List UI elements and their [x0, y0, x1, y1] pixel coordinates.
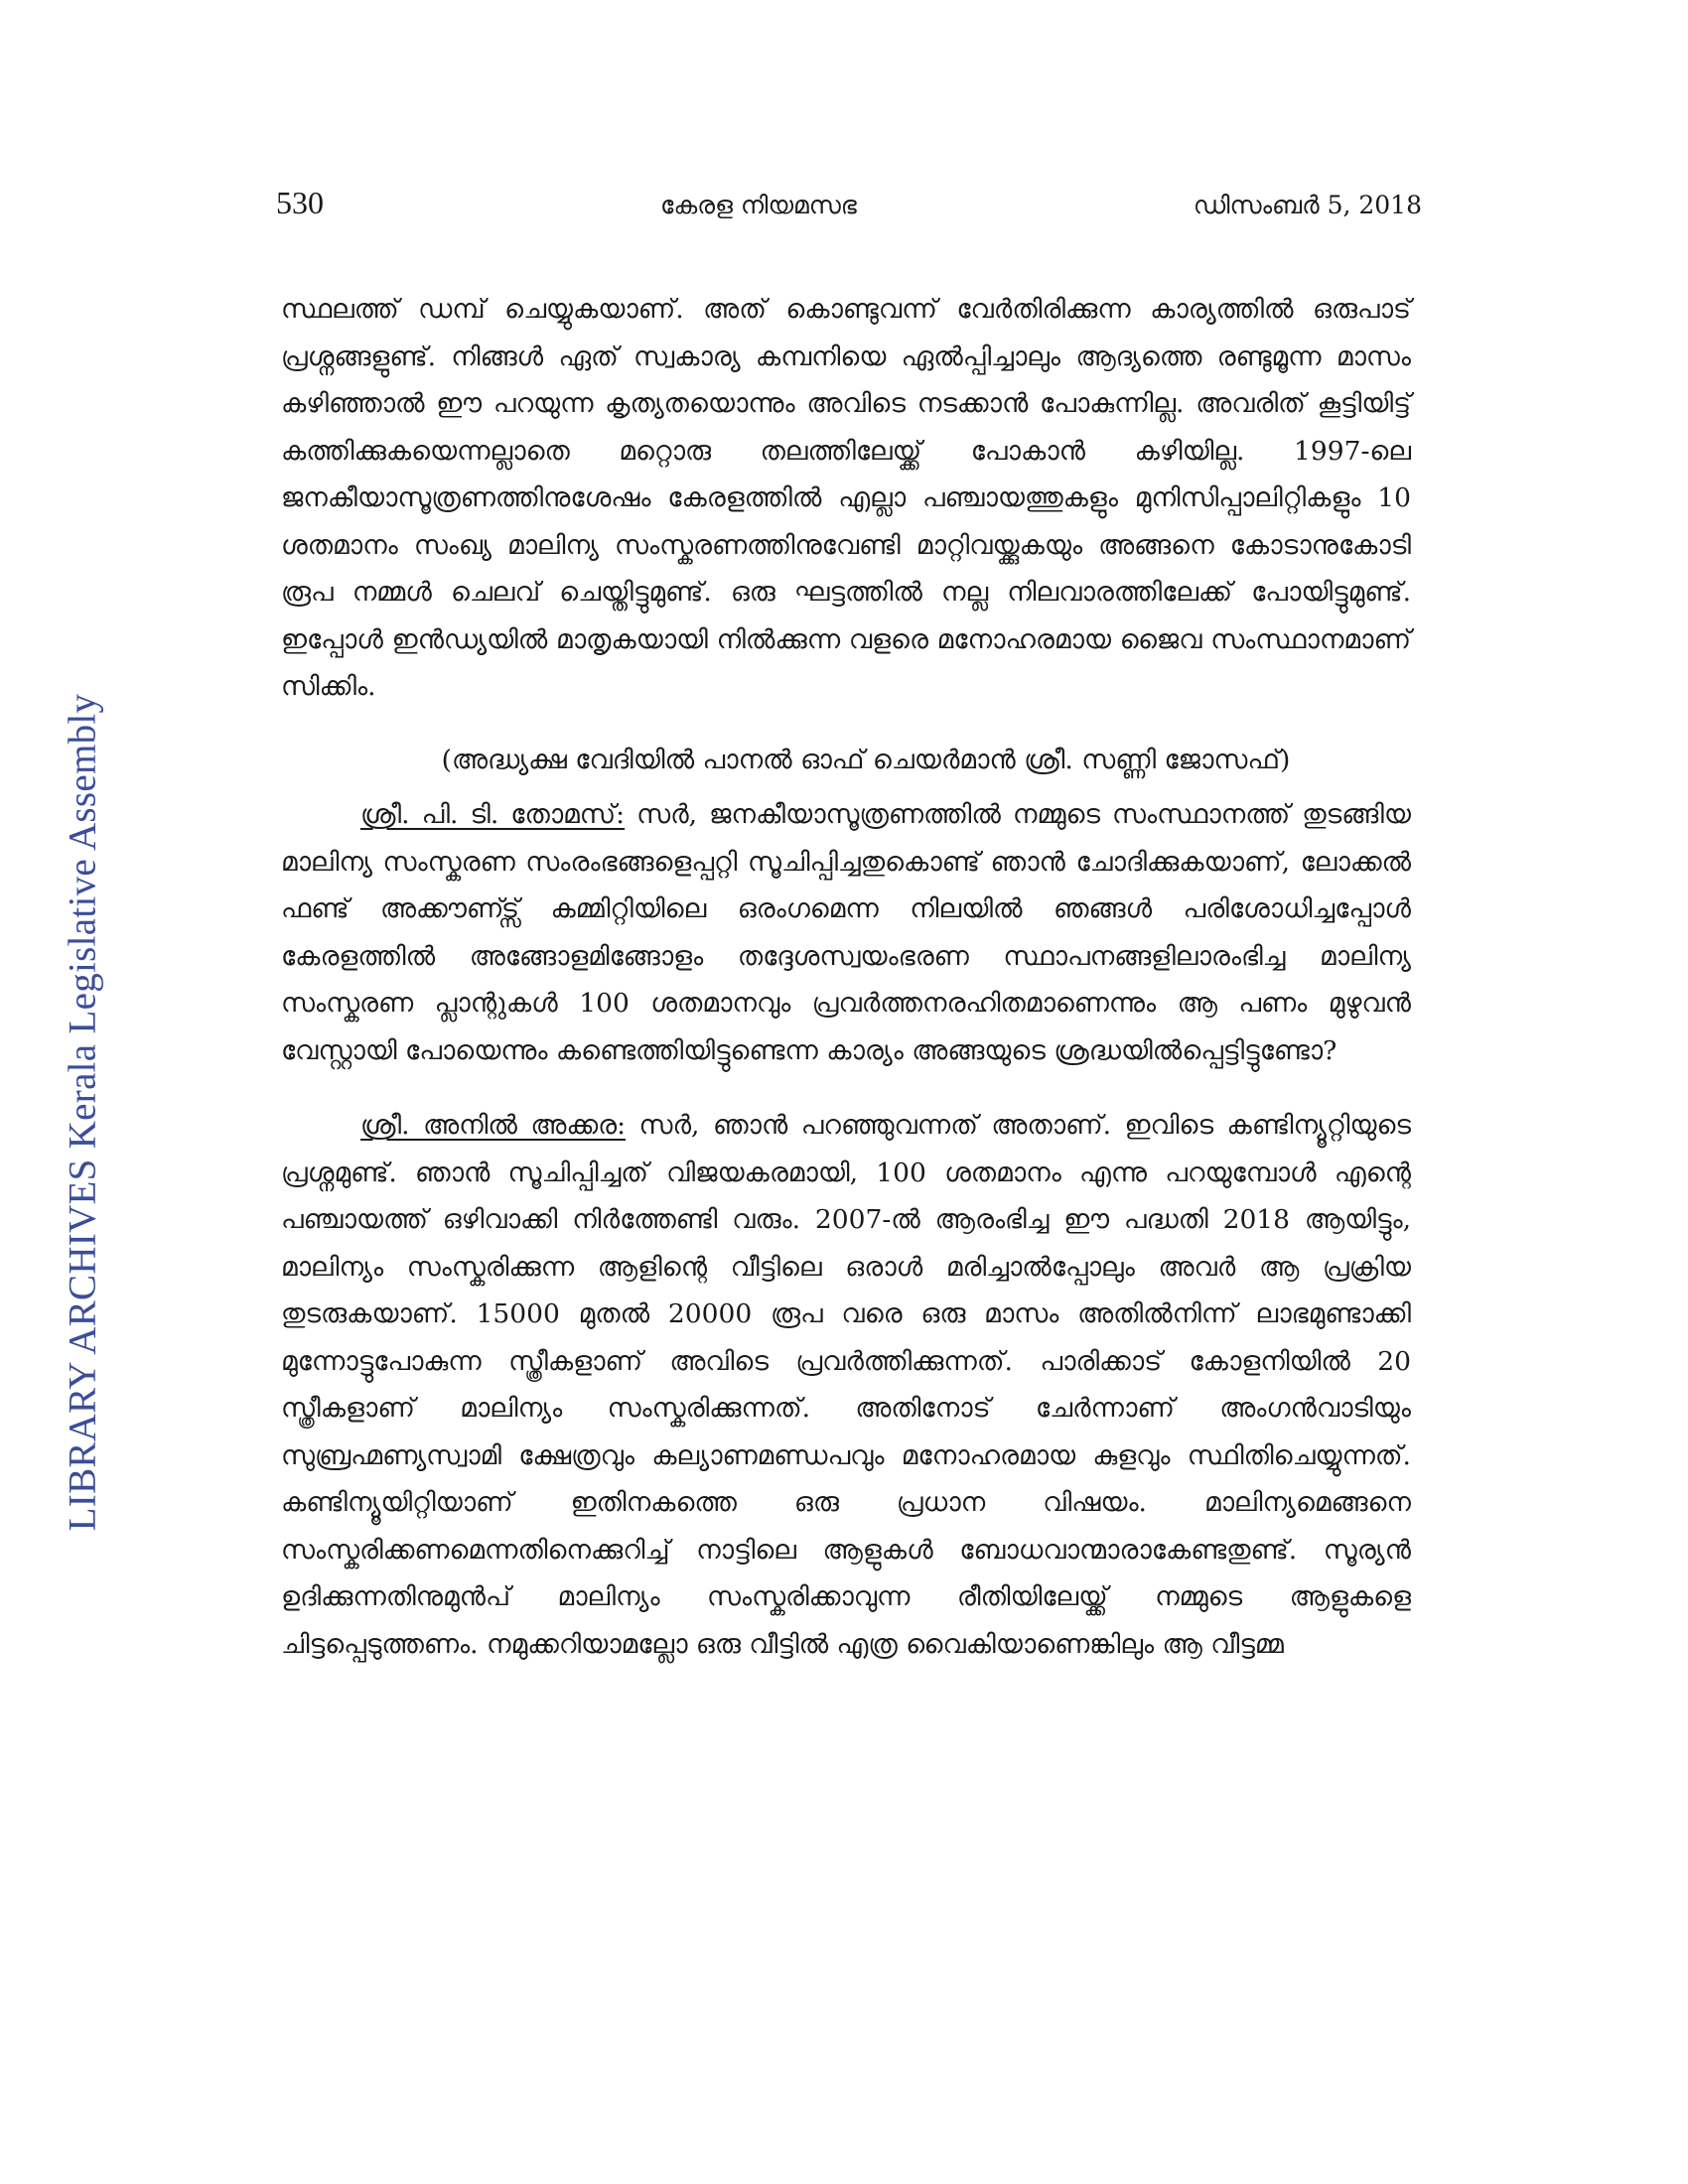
page-number: 530: [276, 185, 324, 220]
speech-paragraph-1: [281, 791, 1411, 1074]
chair-note: (അദ്ധ്യക്ഷ വേദിയിൽ പാനൽ ഓഫ് ചെയർമാൻ ശ്രീ. സണ്ണി ജോസഫ്): [441, 744, 1291, 775]
watermark-text: LIBRARY ARCHIVES Kerala Legislative Assembly: [61, 693, 104, 1531]
speech-text: സർ, ജനകീയാസൂത്രണത്തിൽ നമ്മുടെ സംസ്ഥാനത്ത് തുടങ്ങിയ മാലിന്യ സംസ്കരണ സംരംഭങ്ങളെപ്പറ്റി സൂചിപ്പിച്ചതുകൊണ്ട് ഞാൻ ചോദിക്കുകയാണ്, ലോക്കൽ ഫണ്ട് അക്കൗണ്ട്സ് കമ്മിറ്റിയിലെ ഒരംഗമെന്ന നിലയിൽ ഞങ്ങൾ പരിശോധിച്ചപ്പോൾ കേരളത്തിൽ അങ്ങോളമിങ്ങോളം തദ്ദേശസ്വയംഭരണ സ്ഥാപനങ്ങളിലാരംഭിച്ച മാലിന്യ സംസ്കരണ പ്ലാന്റുകൾ 100 ശതമാനവും പ്രവർത്തനരഹിതമാണെന്നും ആ പണം മുഴുവൻ വേസ്റ്റായി പോയെന്നും കണ്ടെത്തിയിട്ടുണ്ടെന്ന കാര്യം അങ്ങയുടെ ശ്രദ്ധയിൽപ്പെട്ടിട്ടുണ്ടോ?: [281, 799, 1412, 1066]
page-body: [281, 286, 1411, 1668]
speech-paragraph-2: [281, 1102, 1411, 1668]
header-date: ഡിസംബർ 5, 2018: [1193, 191, 1422, 219]
running-title: കേരള നിയമസഭ: [659, 191, 857, 219]
page-header: [276, 185, 1422, 234]
continuation-paragraph: സ്ഥലത്ത് ഡമ്പ് ചെയ്യുകയാണ്. അത് കൊണ്ടുവന്ന് വേർതിരിക്കുന്ന കാര്യത്തിൽ ഒരുപാട് പ്രശ്നങ്ങളുണ്ട്. നിങ്ങൾ ഏത് സ്വകാര്യ കമ്പനിയെ ഏൽപ്പിച്ചാലും ആദ്യത്തെ രണ്ടുമൂന്ന മാസം കഴിഞ്ഞാൽ ഈ പറയുന്ന കൃത്യതയൊന്നും അവിടെ നടക്കാൻ പോകുന്നില്ല. അവരിത് കൂട്ടിയിട്ട് കത്തിക്കുകയെന്നല്ലാതെ മറ്റൊരു തലത്തിലേയ്ക്ക് പോകാൻ കഴിയില്ല. 1997-ലെ ജനകീയാസൂത്രണത്തിനുശേഷം കേരളത്തിൽ എല്ലാ പഞ്ചായത്തുകളും മുനിസിപ്പാലിറ്റികളും 10 ശതമാനം സംഖ്യ മാലിന്യ സംസ്കരണത്തിനുവേണ്ടി മാറ്റിവയ്ക്കുകയും അങ്ങനെ കോടാനുകോടി രൂപ നമ്മൾ ചെലവ് ചെയ്തിട്ടുമുണ്ട്. ഒരു ഘട്ടത്തിൽ നല്ല നിലവാരത്തിലേക്ക് പോയിട്ടുമുണ്ട്. ഇപ്പോൾ ഇൻഡ്യയിൽ മാതൃകയായി നിൽക്കുന്ന വളരെ മനോഹരമായ ജൈവ സംസ്ഥാനമാണ് സിക്കിം.: [281, 294, 1411, 702]
speech-text: സർ, ഞാൻ പറഞ്ഞുവന്നത് അതാണ്. ഇവിടെ കണ്ടിന്യൂറ്റിയുടെ പ്രശ്നമുണ്ട്. ഞാൻ സൂചിപ്പിച്ചത് വിജയകരമായി, 100 ശതമാനം എന്നു പറയുമ്പോൾ എന്റെ പഞ്ചായത്ത് ഒഴിവാക്കി നിർത്തേണ്ടി വരും. 2007-ൽ ആരംഭിച്ച ഈ പദ്ധതി 2018 ആയിട്ടും, മാലിന്യം സംസ്കരിക്കുന്ന ആളിന്റെ വീട്ടിലെ ഒരാൾ മരിച്ചാൽപ്പോലും അവർ ആ പ്രക്രിയ തുടരുകയാണ്. 15000 മുതൽ 20000 രൂപ വരെ ഒരു മാസം അതിൽനിന്ന് ലാഭമുണ്ടാക്കി മുന്നോട്ടുപോകുന്ന സ്ത്രീകളാണ് അവിടെ പ്രവർത്തിക്കുന്നത്. പാരിക്കാട് കോളനിയിൽ 20 സ്ത്രീകളാണ് മാലിന്യം സംസ്കരിക്കുന്നത്. അതിനോട് ചേർന്നാണ് അംഗൻവാടിയും സുബ്രഹ്മണ്യസ്വാമി ക്ഷേത്രവും കല്യാണമണ്ഡപവും മനോഹരമായ കുളവും സ്ഥിതിചെയ്യുന്നത്. കണ്ടിന്യൂയിറ്റിയാണ് ഇതിനകത്തെ ഒരു പ്രധാന വിഷയം. മാലിന്യമെങ്ങനെ സംസ്കരിക്കണമെന്നതിനെക്കുറിച്ച് നാട്ടിലെ ആളുകൾ ബോധവാന്മാരാകേണ്ടതുണ്ട്. സൂര്യൻ ഉദിക്കുന്നതിനുമുൻപ് മാലിന്യം സംസ്കരിക്കാവുന്ന രീതിയിലേയ്ക്ക് നമ്മുടെ ആളുകളെ ചിട്ടപ്പെടുത്തണം. നമുക്കറിയാമല്ലോ ഒരു വീട്ടിൽ എത്ര വൈകിയാണെങ്കിലും ആ വീട്ടമ്മ: [281, 1110, 1411, 1660]
speaker-name: ശ്രീ. അനിൽ അക്കര:: [360, 1110, 627, 1141]
speaker-name: ശ്രീ. പി. ടി. തോമസ്:: [360, 799, 626, 830]
watermark: [38, 596, 127, 1628]
